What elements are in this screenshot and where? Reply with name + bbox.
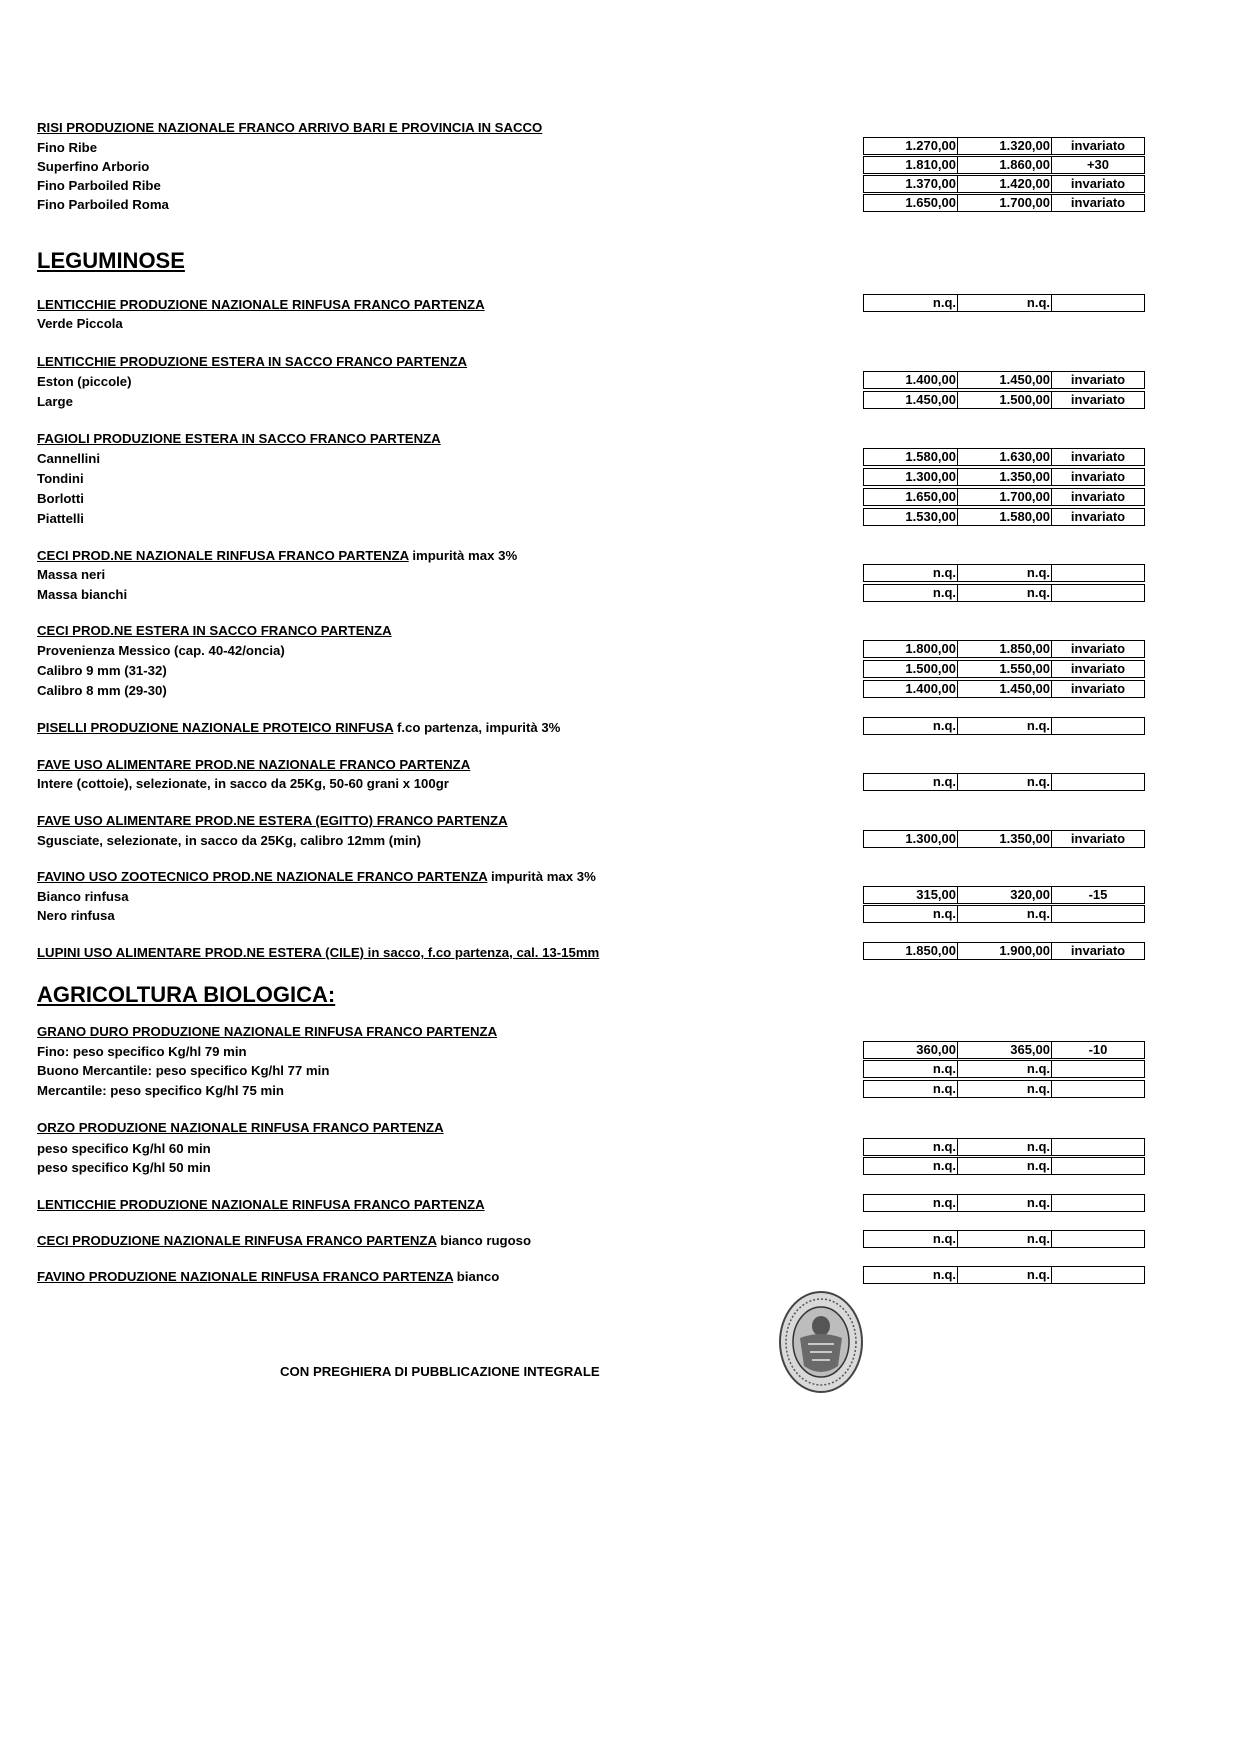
price-row [863,508,1145,526]
price-min: 1.530,00 [864,509,958,525]
price-row [863,488,1145,506]
price-variation: invariato [1070,449,1126,464]
price-min: 1.650,00 [864,489,958,505]
price-variation: invariato [1070,176,1126,191]
price-row [863,468,1145,486]
product-label: Calibro 8 mm (29-30) [37,683,167,698]
official-seal-icon [778,1290,864,1394]
price-max: n.q. [958,1231,1052,1247]
price-variation: invariato [1070,489,1126,504]
price-variation [1052,1231,1144,1247]
price-max: 1.350,00 [958,469,1052,485]
price-row [863,942,1145,960]
price-min: n.q. [864,585,958,601]
price-variation [1052,1158,1144,1174]
product-label: Eston (piccole) [37,374,132,389]
price-max: n.q. [958,1081,1052,1097]
price-row [863,905,1145,923]
product-label: Borlotti [37,491,84,506]
price-max: n.q. [958,906,1052,922]
price-max: 1.420,00 [958,176,1052,192]
product-label: Sgusciate, selezionate, in sacco da 25Kg, calibro 12mm (min) [37,833,422,848]
price-variation: +30 [1086,157,1110,172]
price-max: n.q. [958,295,1052,311]
price-variation: invariato [1070,831,1126,846]
price-max: 1.700,00 [958,489,1052,505]
price-min: n.q. [864,1081,958,1097]
price-variation: invariato [1070,195,1126,210]
price-min: n.q. [864,295,958,311]
price-variation: -10 [1088,1042,1108,1057]
price-min: n.q. [864,1195,958,1211]
price-variation [1052,774,1144,790]
price-min: n.q. [864,1139,958,1155]
product-label: Fino Parboiled Ribe [37,178,161,193]
product-label: peso specifico Kg/hl 50 min [37,1160,211,1175]
category-header: FAVE USO ALIMENTARE PROD.NE NAZIONALE FRANCO PARTENZA [37,757,471,772]
price-variation [1052,585,1144,601]
category-header: LENTICCHIE PRODUZIONE ESTERA IN SACCO FRANCO PARTENZA [37,354,468,369]
category-header: CECI PROD.NE ESTERA IN SACCO FRANCO PARTENZA [37,623,392,638]
price-variation: invariato [1070,469,1126,484]
price-row [863,1080,1145,1098]
price-max: n.q. [958,565,1052,581]
price-row [863,564,1145,582]
product-label: Massa neri [37,567,106,582]
price-min: n.q. [864,718,958,734]
price-max: n.q. [958,1061,1052,1077]
product-label: Calibro 9 mm (31-32) [37,663,167,678]
price-variation: invariato [1070,392,1126,407]
product-label: Bianco rinfusa [37,889,129,904]
product-label: Provenienza Messico (cap. 40-42/oncia) [37,643,285,658]
price-max: 1.630,00 [958,449,1052,465]
price-row [863,830,1145,848]
price-min: 1.500,00 [864,661,958,677]
price-min: 315,00 [864,887,958,903]
price-min: 1.850,00 [864,943,958,959]
section-heading-agricoltura-biologica: AGRICOLTURA BIOLOGICA: [37,982,336,1007]
price-max: 1.580,00 [958,509,1052,525]
price-row [863,175,1145,193]
footer-note: CON PREGHIERA DI PUBBLICAZIONE INTEGRALE [280,1364,600,1379]
price-variation: invariato [1070,641,1126,656]
category-header: CECI PRODUZIONE NAZIONALE RINFUSA FRANCO PARTENZA bianco rugoso [37,1233,532,1248]
product-label: Tondini [37,471,84,486]
price-max: 1.350,00 [958,831,1052,847]
price-max: 1.450,00 [958,372,1052,388]
price-row [863,1194,1145,1212]
price-min: n.q. [864,1267,958,1283]
price-min: 1.450,00 [864,392,958,408]
category-header: FAVINO USO ZOOTECNICO PROD.NE NAZIONALE FRANCO PARTENZA impurità max 3% [37,869,596,884]
price-row [863,194,1145,212]
category-header: ORZO PRODUZIONE NAZIONALE RINFUSA FRANCO PARTENZA [37,1120,444,1135]
price-variation [1052,1061,1144,1077]
category-header: GRANO DURO PRODUZIONE NAZIONALE RINFUSA FRANCO PARTENZA [37,1024,498,1039]
category-header: PISELLI PRODUZIONE NAZIONALE PROTEICO RINFUSA f.co partenza, impurità 3% [37,720,561,735]
price-row [863,717,1145,735]
product-label: Cannellini [37,451,101,466]
product-label: Superfino Arborio [37,159,150,174]
price-row [863,640,1145,658]
price-min: n.q. [864,774,958,790]
price-min: 1.300,00 [864,469,958,485]
price-variation [1052,718,1144,734]
price-row [863,371,1145,389]
price-row [863,773,1145,791]
price-max: n.q. [958,585,1052,601]
price-min: n.q. [864,1231,958,1247]
price-max: n.q. [958,774,1052,790]
product-label: Fino Parboiled Roma [37,197,169,212]
category-header: RISI PRODUZIONE NAZIONALE FRANCO ARRIVO BARI E PROVINCIA IN SACCO [37,120,543,135]
price-row [863,1041,1145,1059]
price-variation: invariato [1070,943,1126,958]
price-max: n.q. [958,1195,1052,1211]
category-header: FAVINO PRODUZIONE NAZIONALE RINFUSA FRANCO PARTENZA bianco [37,1269,500,1284]
price-min: 1.800,00 [864,641,958,657]
price-row [863,1060,1145,1078]
price-variation: invariato [1070,661,1126,676]
category-header: FAGIOLI PRODUZIONE ESTERA IN SACCO FRANCO PARTENZA [37,431,441,446]
product-label: Fino: peso specifico Kg/hl 79 min [37,1044,247,1059]
price-variation [1052,1081,1144,1097]
category-header: LUPINI USO ALIMENTARE PROD.NE ESTERA (CILE) in sacco, f.co partenza, cal. 13-15mm [37,945,600,960]
price-variation [1052,906,1144,922]
price-max: n.q. [958,718,1052,734]
price-row [863,886,1145,904]
price-row [863,680,1145,698]
price-max: 1.320,00 [958,138,1052,154]
price-min: n.q. [864,565,958,581]
price-max: 320,00 [958,887,1052,903]
price-max: 1.860,00 [958,157,1052,173]
product-label: Large [37,394,73,409]
price-max: 1.450,00 [958,681,1052,697]
product-label: Massa bianchi [37,587,128,602]
price-row [863,391,1145,409]
category-header: LENTICCHIE PRODUZIONE NAZIONALE RINFUSA FRANCO PARTENZA [37,1197,485,1212]
price-variation: -15 [1088,887,1108,902]
price-variation [1052,1267,1144,1283]
price-row [863,137,1145,155]
price-min: 1.400,00 [864,372,958,388]
product-label: Verde Piccola [37,316,123,331]
price-variation: invariato [1070,372,1126,387]
price-row [863,1157,1145,1175]
product-label: Buono Mercantile: peso specifico Kg/hl 77 min [37,1063,330,1078]
product-label: Nero rinfusa [37,908,115,923]
price-variation [1052,295,1144,311]
price-max: n.q. [958,1139,1052,1155]
price-min: 360,00 [864,1042,958,1058]
price-row [863,448,1145,466]
price-min: n.q. [864,1158,958,1174]
price-min: 1.400,00 [864,681,958,697]
price-min: 1.580,00 [864,449,958,465]
price-row [863,660,1145,678]
price-variation: invariato [1070,138,1126,153]
product-label: Fino Ribe [37,140,98,155]
price-max: 1.500,00 [958,392,1052,408]
price-max: 1.900,00 [958,943,1052,959]
price-max: 1.700,00 [958,195,1052,211]
price-min: 1.270,00 [864,138,958,154]
product-label: Intere (cottoie), selezionate, in sacco da 25Kg, 50-60 grani x 100gr [37,776,449,791]
price-row [863,1230,1145,1248]
price-min: n.q. [864,1061,958,1077]
category-header: LENTICCHIE PRODUZIONE NAZIONALE RINFUSA FRANCO PARTENZA [37,297,485,312]
price-row [863,1138,1145,1156]
price-variation [1052,1195,1144,1211]
price-min: 1.370,00 [864,176,958,192]
category-header: FAVE USO ALIMENTARE PROD.NE ESTERA (EGITTO) FRANCO PARTENZA [37,813,508,828]
price-row [863,156,1145,174]
price-variation [1052,1139,1144,1155]
price-max: n.q. [958,1158,1052,1174]
product-label: Mercantile: peso specifico Kg/hl 75 min [37,1083,284,1098]
price-min: 1.810,00 [864,157,958,173]
price-max: 365,00 [958,1042,1052,1058]
product-label: peso specifico Kg/hl 60 min [37,1141,211,1156]
section-heading-leguminose: LEGUMINOSE [37,248,185,273]
price-max: 1.550,00 [958,661,1052,677]
price-row [863,584,1145,602]
product-label: Piattelli [37,511,84,526]
price-variation: invariato [1070,509,1126,524]
price-variation: invariato [1070,681,1126,696]
price-min: 1.650,00 [864,195,958,211]
category-header: CECI PROD.NE NAZIONALE RINFUSA FRANCO PARTENZA impurità max 3% [37,548,518,563]
price-variation [1052,565,1144,581]
price-min: n.q. [864,906,958,922]
price-max: 1.850,00 [958,641,1052,657]
price-max: n.q. [958,1267,1052,1283]
price-row [863,1266,1145,1284]
price-row [863,294,1145,312]
price-min: 1.300,00 [864,831,958,847]
